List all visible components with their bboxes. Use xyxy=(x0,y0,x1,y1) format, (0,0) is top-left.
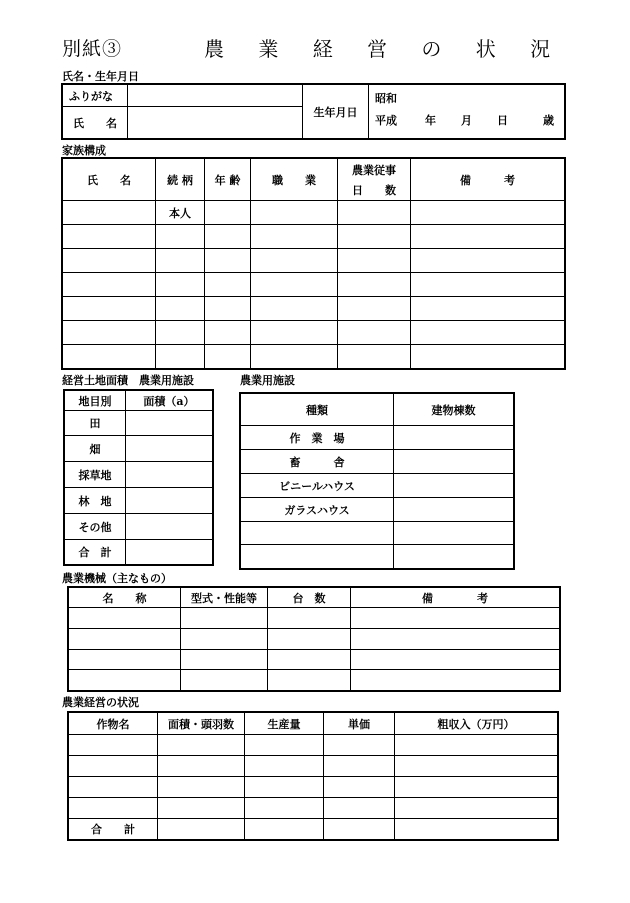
family-cell[interactable] xyxy=(251,345,338,369)
farming-cell[interactable] xyxy=(245,756,324,777)
family-cell[interactable] xyxy=(411,201,565,225)
era-showa: 昭和 xyxy=(375,92,397,105)
family-cell[interactable] xyxy=(251,297,338,321)
machinery-cell[interactable] xyxy=(181,650,268,670)
facility-type: 作 業 場 xyxy=(241,426,394,450)
family-cell[interactable] xyxy=(205,321,251,345)
machinery-cell[interactable] xyxy=(181,670,268,691)
farm-days-line2: 日 数 xyxy=(352,183,396,197)
birthdate-field[interactable] xyxy=(369,85,565,139)
facility-count-cell[interactable] xyxy=(394,450,514,474)
family-cell[interactable] xyxy=(338,345,411,369)
family-cell[interactable] xyxy=(338,297,411,321)
family-cell[interactable] xyxy=(63,225,156,249)
machinery-table xyxy=(68,587,560,691)
machinery-cell[interactable] xyxy=(351,629,560,650)
family-cell[interactable] xyxy=(63,249,156,273)
farming-cell[interactable] xyxy=(245,777,324,798)
family-cell[interactable] xyxy=(411,321,565,345)
family-cell[interactable] xyxy=(338,321,411,345)
farming-header-crop: 作物名 xyxy=(69,713,158,735)
family-cell[interactable] xyxy=(205,273,251,297)
family-cell[interactable] xyxy=(251,201,338,225)
farming-header-production: 生産量 xyxy=(245,713,324,735)
farming-total-cell[interactable] xyxy=(158,819,245,840)
family-cell[interactable] xyxy=(338,201,411,225)
machinery-cell[interactable] xyxy=(268,629,351,650)
family-header-occupation: 職 業 xyxy=(251,159,338,201)
facility-count-cell[interactable] xyxy=(394,522,514,545)
farming-cell[interactable] xyxy=(245,798,324,819)
farming-total-cell[interactable] xyxy=(245,819,324,840)
land-area-cell[interactable] xyxy=(126,540,213,565)
farming-header-gross-income: 粗収入（万円） xyxy=(395,713,558,735)
farming-section-label: 農業経営の状況 xyxy=(62,696,139,709)
land-row-label: 合 計 xyxy=(65,540,126,565)
family-header-name: 氏 名 xyxy=(63,159,156,201)
farming-cell[interactable] xyxy=(395,777,558,798)
facility-type: 畜 舎 xyxy=(241,450,394,474)
land-area-cell[interactable] xyxy=(126,514,213,540)
machinery-cell[interactable] xyxy=(268,670,351,691)
family-cell[interactable] xyxy=(205,201,251,225)
land-area-cell[interactable] xyxy=(126,462,213,488)
machinery-cell[interactable] xyxy=(268,608,351,629)
facility-count-cell[interactable] xyxy=(394,474,514,498)
machinery-cell[interactable] xyxy=(69,650,181,670)
land-row-label: その他 xyxy=(65,514,126,540)
land-area-cell[interactable] xyxy=(126,436,213,462)
family-cell[interactable] xyxy=(156,345,205,369)
farming-cell[interactable] xyxy=(69,798,158,819)
family-cell[interactable] xyxy=(411,249,565,273)
farming-cell[interactable] xyxy=(395,798,558,819)
farming-cell[interactable] xyxy=(395,735,558,756)
facilities-section-label: 農業用施設 xyxy=(240,374,295,387)
farming-cell[interactable] xyxy=(158,798,245,819)
family-cell[interactable] xyxy=(63,321,156,345)
family-self-label: 本人 xyxy=(156,201,205,225)
day-unit: 日 xyxy=(497,114,508,127)
land-row-label: 採草地 xyxy=(65,462,126,488)
furigana-field[interactable] xyxy=(128,85,303,107)
farming-cell[interactable] xyxy=(324,777,395,798)
identity-section-label: 氏名・生年月日 xyxy=(62,70,139,83)
family-cell[interactable] xyxy=(63,345,156,369)
land-row-label: 畑 xyxy=(65,436,126,462)
farming-total-cell[interactable] xyxy=(395,819,558,840)
family-section-label: 家族構成 xyxy=(62,144,106,157)
machinery-cell[interactable] xyxy=(181,629,268,650)
family-cell[interactable] xyxy=(338,273,411,297)
family-cell[interactable] xyxy=(338,225,411,249)
family-cell[interactable] xyxy=(63,201,156,225)
machinery-cell[interactable] xyxy=(351,650,560,670)
land-area-cell[interactable] xyxy=(126,488,213,514)
farming-cell[interactable] xyxy=(324,798,395,819)
farming-total-label: 合 計 xyxy=(69,819,158,840)
machinery-header-model: 型式・性能等 xyxy=(181,588,268,608)
family-cell[interactable] xyxy=(251,273,338,297)
facilities-header-count: 建物棟数 xyxy=(394,394,514,426)
family-cell[interactable] xyxy=(411,225,565,249)
family-cell[interactable] xyxy=(251,225,338,249)
farming-cell[interactable] xyxy=(69,756,158,777)
family-header-farm-days xyxy=(338,159,411,201)
machinery-cell[interactable] xyxy=(69,629,181,650)
family-cell[interactable] xyxy=(251,321,338,345)
farming-cell[interactable] xyxy=(324,756,395,777)
family-cell[interactable] xyxy=(411,345,565,369)
machinery-cell[interactable] xyxy=(351,608,560,629)
family-cell[interactable] xyxy=(411,273,565,297)
month-unit: 月 xyxy=(461,114,472,127)
age-unit: 歳 xyxy=(543,114,554,127)
family-cell[interactable] xyxy=(205,297,251,321)
facility-type: ビニールハウス xyxy=(241,474,394,498)
family-cell[interactable] xyxy=(63,273,156,297)
identity-table xyxy=(62,84,565,139)
farming-cell[interactable] xyxy=(324,735,395,756)
machinery-cell[interactable] xyxy=(268,650,351,670)
farming-cell[interactable] xyxy=(245,735,324,756)
machinery-header-name: 名 称 xyxy=(69,588,181,608)
attachment-number: 別紙③ xyxy=(62,38,123,60)
family-cell[interactable] xyxy=(205,249,251,273)
facility-count-cell[interactable] xyxy=(394,498,514,522)
farming-header-unit-price: 単価 xyxy=(324,713,395,735)
family-cell[interactable] xyxy=(251,249,338,273)
family-table xyxy=(62,158,565,369)
name-field[interactable] xyxy=(128,107,303,139)
land-section-label: 経営土地面積 農業用施設 xyxy=(62,374,194,387)
family-header-age: 年 齢 xyxy=(205,159,251,201)
land-row-label: 林 地 xyxy=(65,488,126,514)
facility-type[interactable] xyxy=(241,545,394,569)
farming-header-area: 面積・頭羽数 xyxy=(158,713,245,735)
family-header-notes: 備 考 xyxy=(411,159,565,201)
facility-count-cell[interactable] xyxy=(394,426,514,450)
farming-cell[interactable] xyxy=(158,735,245,756)
farming-cell[interactable] xyxy=(395,756,558,777)
family-header-relation: 続 柄 xyxy=(156,159,205,201)
machinery-section-label: 農業機械（主なもの） xyxy=(62,572,172,585)
family-cell[interactable] xyxy=(156,321,205,345)
facilities-header-type: 種類 xyxy=(241,394,394,426)
family-cell[interactable] xyxy=(156,273,205,297)
birthdate-label: 生年月日 xyxy=(303,85,369,139)
land-row-label: 田 xyxy=(65,411,126,436)
machinery-cell[interactable] xyxy=(351,670,560,691)
machinery-cell[interactable] xyxy=(69,670,181,691)
farming-total-cell[interactable] xyxy=(324,819,395,840)
farming-cell[interactable] xyxy=(158,756,245,777)
name-label: 氏 名 xyxy=(63,107,128,139)
family-cell[interactable] xyxy=(156,225,205,249)
family-cell[interactable] xyxy=(338,249,411,273)
year-unit: 年 xyxy=(425,114,436,127)
farming-cell[interactable] xyxy=(69,777,158,798)
land-header-category: 地目別 xyxy=(65,391,126,411)
machinery-cell[interactable] xyxy=(181,608,268,629)
machinery-header-notes: 備 考 xyxy=(351,588,560,608)
facility-type: ガラスハウス xyxy=(241,498,394,522)
farm-days-line1: 農業従事 xyxy=(352,163,396,177)
farming-cell[interactable] xyxy=(69,735,158,756)
page-title: 農 業 経 営 の 状 況 xyxy=(204,37,565,61)
family-cell[interactable] xyxy=(205,225,251,249)
family-cell[interactable] xyxy=(63,297,156,321)
land-table xyxy=(64,390,213,565)
era-heisei: 平成 xyxy=(375,114,397,127)
family-cell[interactable] xyxy=(411,297,565,321)
family-cell[interactable] xyxy=(156,249,205,273)
land-header-area: 面積（a） xyxy=(126,391,213,411)
family-cell[interactable] xyxy=(205,345,251,369)
land-area-cell[interactable] xyxy=(126,411,213,436)
facilities-table xyxy=(240,393,514,569)
family-cell[interactable] xyxy=(156,297,205,321)
machinery-cell[interactable] xyxy=(69,608,181,629)
farming-cell[interactable] xyxy=(158,777,245,798)
farming-table xyxy=(68,712,558,840)
machinery-header-count: 台 数 xyxy=(268,588,351,608)
furigana-label: ふりがな xyxy=(63,85,128,107)
facility-count-cell[interactable] xyxy=(394,545,514,569)
facility-type[interactable] xyxy=(241,522,394,545)
